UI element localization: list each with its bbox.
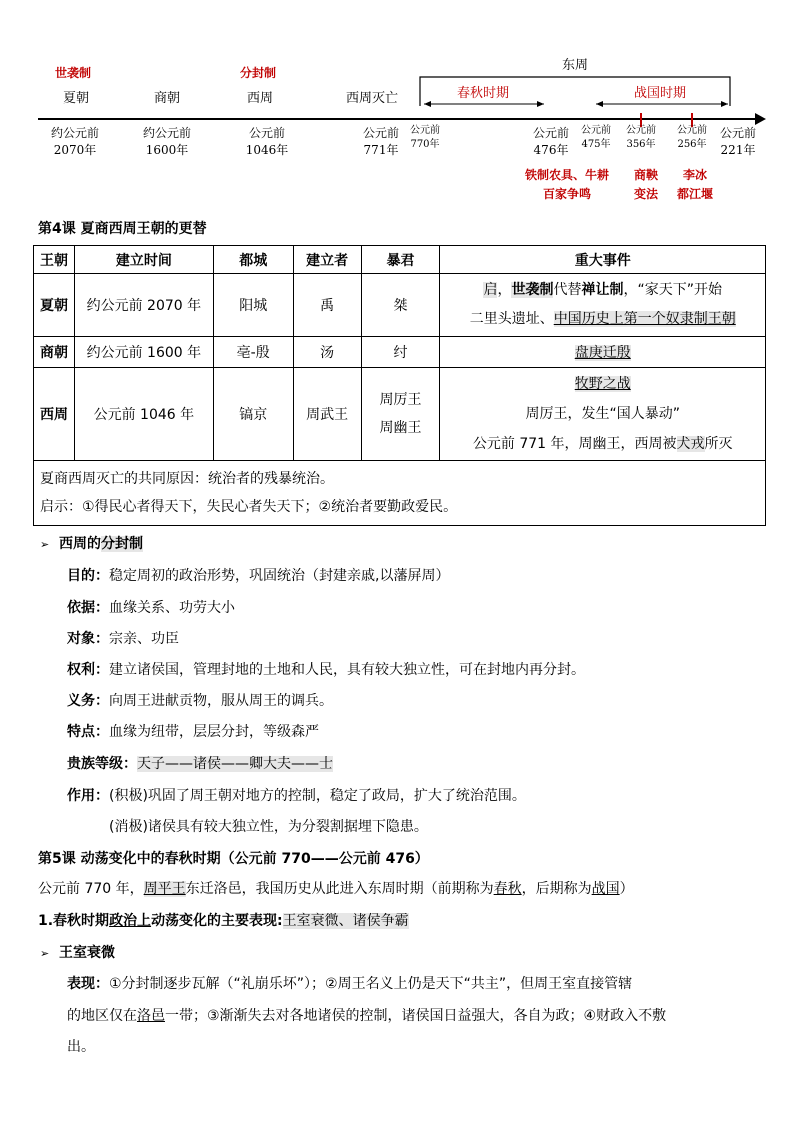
event-shangyang: 商鞅 变法 <box>633 168 658 201</box>
cell-tyrant: 桀 <box>361 274 440 337</box>
label-eastern-zhou: 东周 <box>562 58 589 73</box>
event-libing: 李冰 都江堰 <box>676 168 713 201</box>
date-221: 公元前 221年 <box>719 126 756 157</box>
dynasty-xizhou-fall: 西周灭亡 <box>346 91 399 106</box>
table-row <box>34 274 766 337</box>
table-row <box>34 368 766 461</box>
date-475: 公元前 475年 <box>581 125 611 150</box>
cell-events: 盘庚迁殷 <box>440 337 766 368</box>
table-header-row <box>34 246 766 274</box>
th-capital: 都城 <box>213 246 293 274</box>
timeline-arrowhead <box>755 113 766 125</box>
th-tyrant: 暴君 <box>361 246 440 274</box>
cell-founder: 禹 <box>293 274 361 337</box>
dynasty-table <box>33 245 766 526</box>
lesson-insight: 启示：①得民心者得天下，失民心者失天下；②统治者要勤政爱民。 <box>40 499 458 515</box>
date-2070: 约公元前 2070年 <box>50 126 99 157</box>
event-iron-tools: 铁制农具、牛耕 百家争鸣 <box>524 168 609 201</box>
cell-tyrant: 周厉王 周幽王 <box>361 368 440 461</box>
date-476: 公元前 476年 <box>532 126 569 157</box>
arrow-bullet-icon: ➢ <box>40 947 50 960</box>
cell-time: 约公元前 1600 年 <box>74 337 213 368</box>
th-dynasty: 王朝 <box>34 246 75 274</box>
sub-heading: ➢ 王室衰微 <box>40 945 115 961</box>
cell-events: 启，世袭制代替禅让制，“家天下”开始 二里头遗址、中国历史上第一个奴隶制王朝 <box>440 274 766 337</box>
fenfeng-item: 义务：向周王进献贡物，服从周王的调兵。 <box>67 693 333 709</box>
th-time: 建立时间 <box>74 246 213 274</box>
performance-line-2: 的地区仅在洛邑一带；③渐渐失去对各地诸侯的控制，诸侯国日益强大，各自为政；④财政入不敷 <box>67 1008 667 1024</box>
fenfeng-item: 特点：血缘为纽带，层层分封，等级森严 <box>67 724 319 740</box>
cell-time: 约公元前 2070 年 <box>74 274 213 337</box>
performance-line-3: 出。 <box>67 1039 95 1055</box>
label-spring-autumn: 春秋时期 <box>455 82 511 101</box>
date-1600: 约公元前 1600年 <box>142 126 191 157</box>
th-events: 重大事件 <box>440 246 766 274</box>
dynasty-shang: 商朝 <box>154 91 181 106</box>
cell-capital: 阳城 <box>213 274 293 337</box>
common-reason: 夏商西周灭亡的共同原因：统治者的残暴统治。 <box>40 471 334 487</box>
lesson5-title: 第5课 动荡变化中的春秋时期（公元前 770——公元前 476） <box>38 851 429 867</box>
cell-founder: 周武王 <box>293 368 361 461</box>
cell-founder: 汤 <box>293 337 361 368</box>
dynasty-xizhou: 西周 <box>247 91 274 106</box>
fenfeng-item: 贵族等级：天子——诸侯——卿大夫——士 <box>67 756 333 772</box>
fenfeng-effect-negative: (消极)诸侯具有较大独立性，为分裂割据埋下隐患。 <box>109 819 428 835</box>
cell-capital: 镐京 <box>213 368 293 461</box>
lesson5-intro: 公元前 770 年，周平王东迁洛邑，我国历史从此进入东周时期（前期称为春秋，后期称为战国） <box>38 881 634 897</box>
date-1046: 公元前 1046年 <box>245 126 289 157</box>
cell-dynasty: 夏朝 <box>34 274 75 337</box>
cell-events: 牧野之战 周厉王，发生“国人暴动” 公元前 771 年，周幽王，西周被犬戎所灭 <box>440 368 766 461</box>
label-warring-states: 战国时期 <box>632 82 688 101</box>
label-shixi: 世袭制 <box>55 66 92 80</box>
fenfeng-item: 权利：建立诸侯国，管理封地的土地和人民，具有较大独立性，可在封地内再分封。 <box>67 662 585 678</box>
fenfeng-item: 目的：稳定周初的政治形势，巩固统治（封建亲戚,以藩屏周） <box>67 568 450 584</box>
lesson4-title: 第4课 夏商西周王朝的更替 <box>38 221 207 237</box>
label-fenfeng: 分封制 <box>240 66 277 80</box>
date-771: 公元前 771年 <box>362 126 399 157</box>
cell-dynasty: 西周 <box>34 368 75 461</box>
table-summary-row <box>34 461 766 526</box>
cell-tyrant: 纣 <box>361 337 440 368</box>
date-256: 公元前 256年 <box>677 125 707 150</box>
fenfeng-item: 作用：(积极)巩固了周王朝对地方的控制，稳定了政局，扩大了统治范围。 <box>67 788 526 804</box>
date-770: 公元前 770年 <box>410 125 440 150</box>
cell-capital: 亳-殷 <box>213 337 293 368</box>
fenfeng-heading: ➢ 西周的分封制 <box>40 536 143 552</box>
cell-time: 公元前 1046 年 <box>74 368 213 461</box>
section-heading: 1.春秋时期政治上动荡变化的主要表现:王室衰微、诸侯争霸 <box>38 913 409 929</box>
arrow-bullet-icon: ➢ <box>40 538 50 551</box>
cell-dynasty: 商朝 <box>34 337 75 368</box>
date-356: 公元前 356年 <box>626 125 656 150</box>
performance-line-1: 表现：①分封制逐步瓦解（“礼崩乐坏”）；②周王名义上仍是天下“共主”，但周王室直接管辖 <box>67 976 633 992</box>
dynasty-xia: 夏朝 <box>63 91 90 106</box>
th-founder: 建立者 <box>293 246 361 274</box>
fenfeng-item: 对象：宗亲、功臣 <box>67 631 179 647</box>
fenfeng-item: 依据：血缘关系、功劳大小 <box>67 600 235 616</box>
table-row <box>34 337 766 368</box>
